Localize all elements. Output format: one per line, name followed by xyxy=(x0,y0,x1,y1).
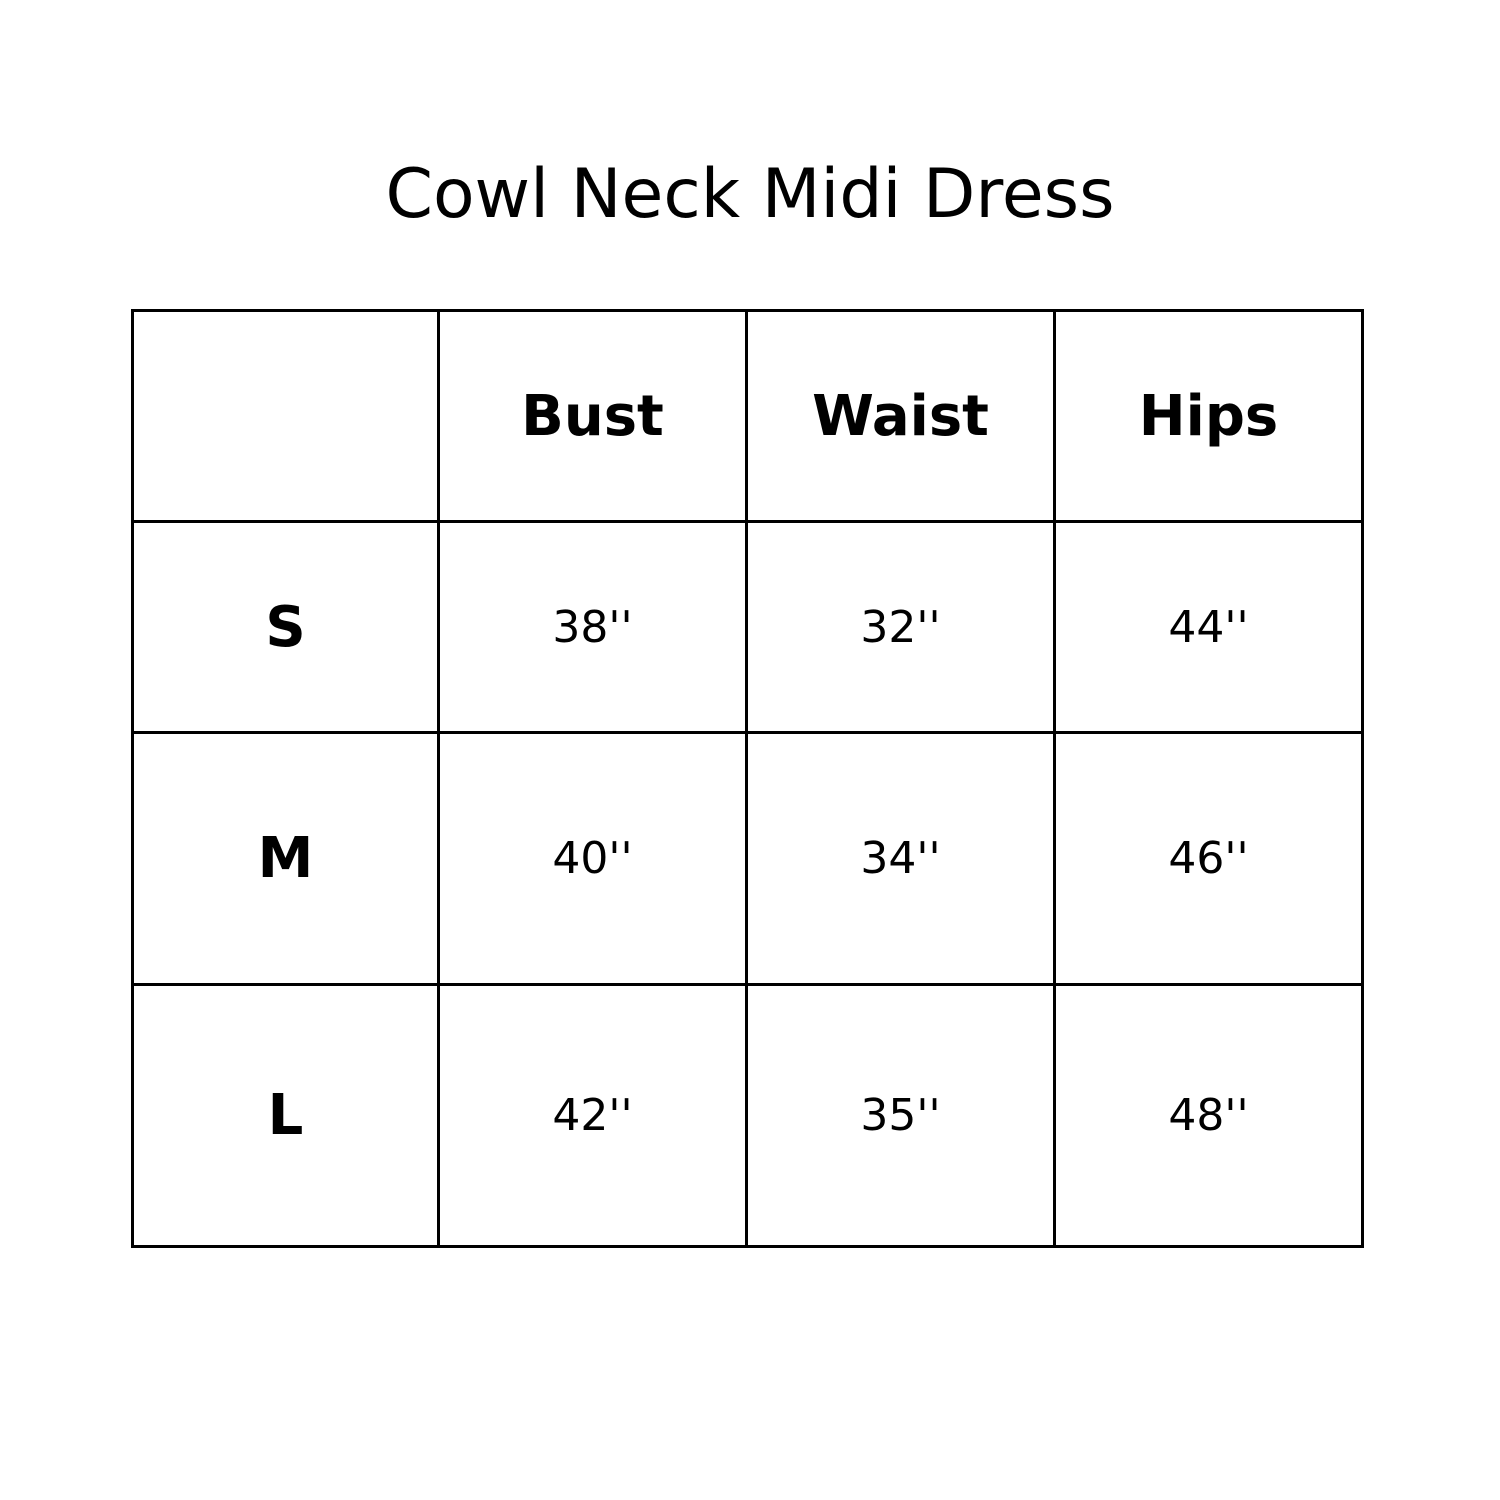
hips-value-cell: 44'' xyxy=(1055,522,1363,733)
table-row xyxy=(133,985,1363,1247)
header-cell-empty xyxy=(133,311,439,522)
hips-value-cell: 46'' xyxy=(1055,733,1363,985)
page-title: Cowl Neck Midi Dress xyxy=(385,155,1115,234)
bust-value-cell: 38'' xyxy=(439,522,747,733)
bust-value-cell: 40'' xyxy=(439,733,747,985)
waist-value-cell: 32'' xyxy=(747,522,1055,733)
bust-value-cell: 42'' xyxy=(439,985,747,1247)
size-label-cell: S xyxy=(133,522,439,733)
table-header-row xyxy=(133,311,1363,522)
header-cell-bust: Bust xyxy=(439,311,747,522)
table-row xyxy=(133,522,1363,733)
size-chart-table xyxy=(131,309,1364,1248)
header-cell-hips: Hips xyxy=(1055,311,1363,522)
header-cell-waist: Waist xyxy=(747,311,1055,522)
waist-value-cell: 35'' xyxy=(747,985,1055,1247)
size-label-cell: M xyxy=(133,733,439,985)
hips-value-cell: 48'' xyxy=(1055,985,1363,1247)
table-row xyxy=(133,733,1363,985)
waist-value-cell: 34'' xyxy=(747,733,1055,985)
size-label-cell: L xyxy=(133,985,439,1247)
